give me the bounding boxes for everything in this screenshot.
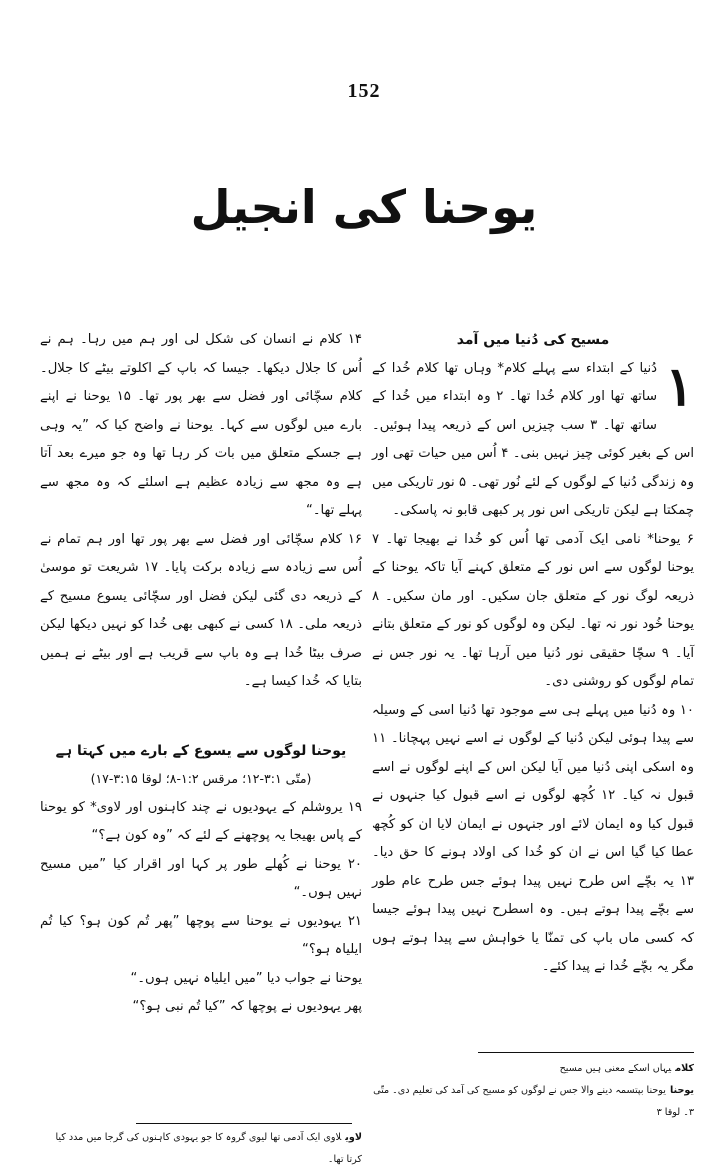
footnote xyxy=(372,1058,694,1080)
verse-paragraph: ۲۱ یہودیوں نے یوحنا سے پوچھا ”پھر تُم کون ہو؟ کیا تُم ایلیاہ ہو؟“ xyxy=(40,913,362,957)
verse-paragraph: دُنیا کے ابتداء سے پہلے کلام* وہاں تھا کلام خُدا کے ساتھ تھا اور کلام خُدا تھا۔ ۲ وہ ابتداء میں خُدا کے ساتھ تھا۔ ۳ سب چیزیں اس کے ذریعہ پیدا ہوئیں۔ اس کے بغیر کوئی چیز نہیں بنی۔ ۴ اُس میں حیات تھی اور وہ زندگی دُنیا کے لوگوں کے لئے نُور تھی۔ ۵ نور تاریکی میں چمکتا ہے لیکن تاریکی اس نور پر کبھی قابو نہ پاسکی۔ xyxy=(372,360,695,518)
cross-references: (متّی ۳:۱-۱۲؛ مرقس ۱:۲-۸؛ لوقا ۳:۱۵-۱۷) xyxy=(90,771,312,786)
footnote-text: لاوی ایک آدمی تھا لیوی گروہ کا جو یہودی کاہنوں کی گرجا میں مدد کیا کرتا تھا۔ xyxy=(55,1132,362,1165)
spacer xyxy=(40,697,362,737)
footnotes-right xyxy=(372,1058,694,1124)
footnote-term: کلام xyxy=(675,1063,694,1074)
chapter-number-dropcap: ۱ xyxy=(664,353,694,418)
footnote-divider xyxy=(478,1052,694,1053)
footnote-divider xyxy=(136,1123,352,1124)
footnote xyxy=(40,1127,362,1171)
verse-paragraph: ۱۴ کلام نے انسان کی شکل لی اور ہم میں رہا۔ ہم نے اُس کا جلال دیکھا۔ جیسا کہ باپ کے اکلوتے بیٹے کا جلال۔ کلام سچّائی اور فضل سے بھر پور تھا۔ ۱۵ یوحنا نے اپنے بارے میں لوگوں سے کہا۔ یوحنا نے واضح کیا کہ ”یہ وہی ہے جسکے متعلق میں بات کر رہا تھا وہ جو میرے بعد آتا ہے وہ مجھ سے زیادہ عظیم ہے اسلئے کہ وہ مجھ سے پہلے تھا۔“ xyxy=(40,332,362,518)
verse-paragraph: ۶ یوحنا* نامی ایک آدمی تھا اُس کو خُدا نے بھیجا تھا۔ ۷ یوحنا لوگوں سے اس نور کے متعلق کہنے آیا تاکہ یوحنا کے ذریعہ لوگ نور کے متعلق جان سکیں۔ اور مان سکیں۔ ۸ یوحنا خُود نور نہ تھا۔ لیکن وہ لوگوں کو نور کے متعلق بتانے آیا۔ ۹ سچّا حقیقی نور دُنیا میں آرہا تھا۔ یہ نور جس نے تمام لوگوں کو روشنی دی۔ xyxy=(372,531,694,689)
footnotes-left xyxy=(40,1127,362,1171)
footnote-term: یوحنا xyxy=(669,1085,694,1096)
page-number: 152 xyxy=(347,80,381,102)
verse-paragraph: ۱۰ وہ دُنیا میں پہلے ہی سے موجود تھا دُنیا اسی کے وسیلہ سے پیدا ہوئی لیکن دُنیا کے لوگوں نے اسے نہیں پہچانا۔ ۱۱ وہ اسکی اپنی دُنیا میں آیا لیکن اس کے اپنے لوگوں نے اسے قبول نہ کیا۔ ۱۲ کُچھ لوگوں نے اسے قبول کیا جنہوں نے قبول کیا وہ ایمان لائے اور جنہوں نے ایمان لایا ان کو کُچھ عطا کیا گیا اس نے ان کو خُدا کی اولاد ہونے کا حق دیا۔ ۱۳ یہ بچّے اس طرح نہیں پیدا ہوئے جس طرح عام طور سے بچّے پیدا ہوتے ہیں۔ وہ اسطرح نہیں پیدا ہوئے جیسا کہ کسی ماں باپ کی تمنّا یا خواہش سے پیدا ہوتے ہوں مگر یہ بچّے خُدا نے پیدا کئے۔ xyxy=(372,702,695,974)
footnote xyxy=(372,1080,694,1124)
verse-paragraph: پھر یہودیوں نے پوچھا کہ ”کیا تُم نبی ہو؟“ xyxy=(132,999,362,1014)
footnote-text: یوحنا بپتسمہ دینے والا جس نے لوگوں کو مسیح کی آمد کی تعلیم دی۔ متّی ۳۔ لوقا ۳ xyxy=(373,1085,694,1118)
verse-paragraph: ۱۶ کلام سچّائی اور فضل سے بھر پور تھا اور ہم تمام نے اُس سے زیادہ سے زیادہ برکت پایا۔ ۱۷ شریعت تو موسیٰ کے ذریعہ دی گئی لیکن فضل اور سچّائی یسوع مسیح کے ذریعہ ملی۔ ۱۸ کسی نے کبھی بھی خُدا کو نہیں دیکھا لیکن صرف بیٹا خُدا ہے وہ باپ سے قریب ہے اور بیٹے نے ہمیں بتایا کہ خُدا کیسا ہے۔ xyxy=(40,531,362,689)
section-heading-john-testimony: یوحنا لوگوں سے یسوع کے بارے میں کہتا ہے xyxy=(55,742,347,759)
verse-paragraph: ۱۹ یروشلم کے یہودیوں نے چند کاہنوں اور لاوی* کو یوحنا کے پاس بھیجا یہ پوچھنے کے لئے کہ ”وہ کون ہے؟“ xyxy=(40,799,362,843)
left-column xyxy=(40,326,362,1022)
footnote-term: لاوی xyxy=(345,1132,362,1143)
verse-paragraph: ۲۰ یوحنا نے کُھلے طور پر کہا اور اقرار کیا ”میں مسیح نہیں ہوں۔“ xyxy=(40,856,362,900)
section-heading-christ-coming: مسیح کی دُنیا میں آمد xyxy=(456,332,610,348)
footnote-text: یہاں اسکے معنی ہیں مسیح xyxy=(559,1063,672,1074)
book-title: یوحنا کی انجیل xyxy=(190,180,538,234)
right-column xyxy=(372,326,694,982)
verse-paragraph: یوحنا نے جواب دیا ”میں ایلیاہ نہیں ہوں۔“ xyxy=(130,970,362,986)
